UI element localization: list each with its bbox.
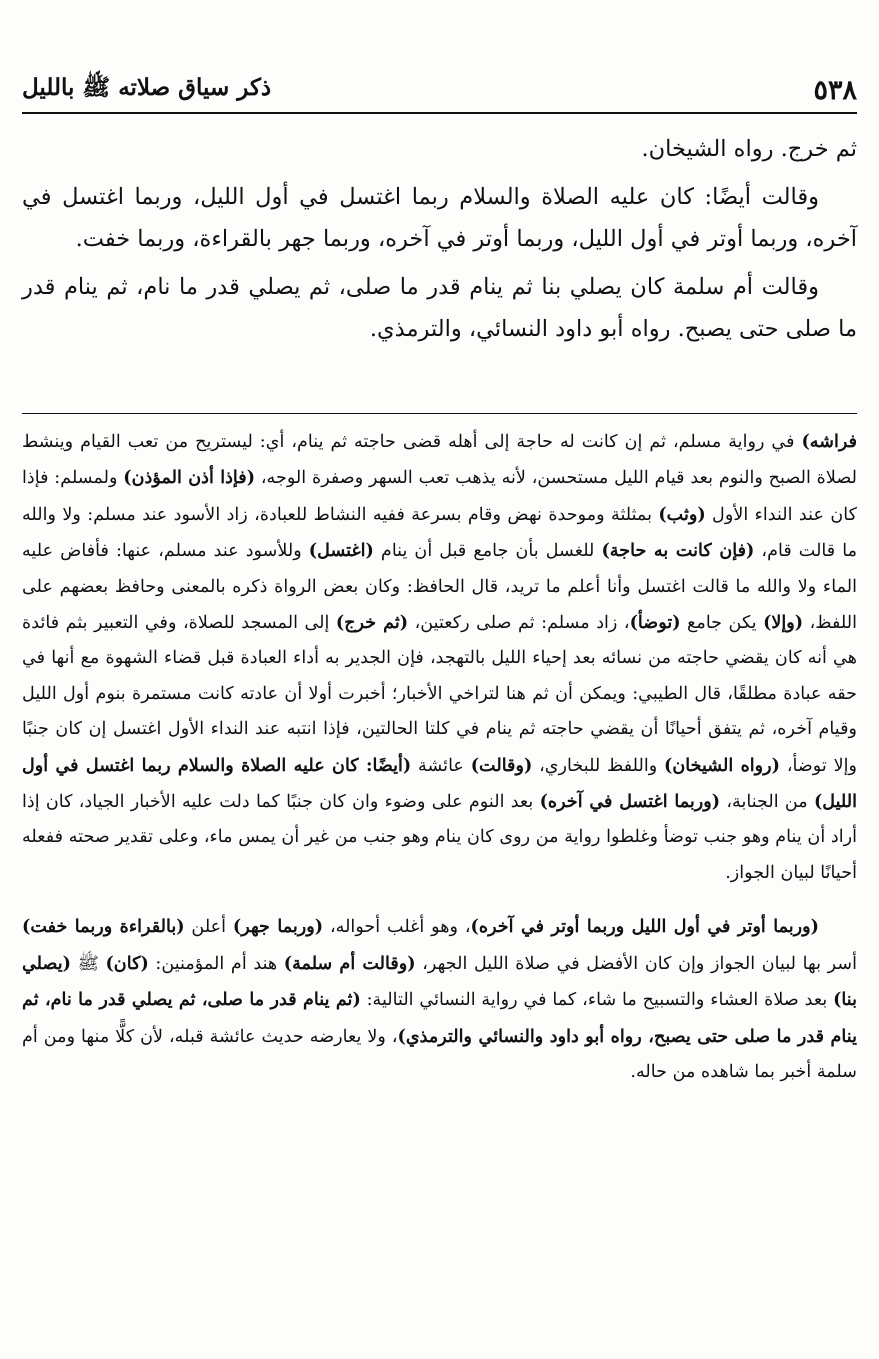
commentary-text: هند أم المؤمنين:	[148, 953, 284, 974]
quoted-matn: (توضأ)	[629, 612, 681, 634]
quoted-matn: (وثب)	[658, 503, 706, 525]
commentary-text: من الجنابة،	[720, 792, 814, 813]
hadith-text	[22, 128, 857, 356]
quoted-matn: فراشه)	[801, 431, 857, 452]
commentary-text: وللأسود عند مسلم، عنها: فأفاض عليه الماء ولا والله ما قالت اغتسل وأنا أعلم ما تريد، قال الحافظ: وكان بعض الرواة ذكره بالمعنى وحافظ بعضهم على اللفظ،	[22, 541, 857, 634]
quoted-matn: (وإلا)	[763, 612, 804, 634]
quoted-matn: (وربما اغتسل في آخره)	[539, 791, 721, 813]
commentary	[22, 424, 857, 1108]
commentary-text: أسر بها لبيان الجواز وإن كان الأفضل في صلاة الليل الجهر،	[415, 953, 857, 974]
commentary-text: أعلن	[184, 917, 233, 938]
commentary-text: واللفظ للبخاري،	[532, 755, 665, 776]
commentary-text: ولمسلم: فإذا كان عند النداء الأول	[22, 468, 857, 525]
commentary-text: بعد صلاة العشاء والتسبيح ما شاء، كما في رواية النسائي التالية:	[360, 990, 834, 1011]
quoted-matn: (كان)	[105, 952, 149, 974]
commentary-text: للغسل بأن جامع قبل أن ينام	[373, 541, 602, 562]
hadith-paragraph: وقالت أم سلمة كان يصلي بنا ثم ينام قدر ما صلى، ثم يصلي قدر ما نام، ثم ينام قدر ما صلى حتى يصبح. رواه أبو داود النسائي، والترمذي.	[22, 274, 857, 342]
page-header	[22, 70, 857, 110]
commentary-text: عائشة	[411, 755, 471, 776]
commentary-text: في رواية مسلم، ثم إن كانت له حاجة إلى أهله قضى حاجته ثم ينام، أي: ليستريح من تعب القيام وينشط لصلاة الصبح والنوم بعد قيام الليل مستحسن، لأنه يذهب تعب السهر وصفرة الوجه،	[22, 432, 857, 489]
commentary-divider	[22, 413, 857, 414]
commentary-text: ، وهو أغلب أحواله،	[323, 917, 471, 938]
commentary-text: ﷺ	[70, 953, 106, 974]
quoted-matn: (وقالت)	[470, 754, 533, 776]
quoted-matn: (وقالت أم سلمة)	[283, 952, 416, 974]
commentary-text: إلى المسجد للصلاة، وفي التعبير بثم فائدة هي أنه كان يقضي حاجته من نسائه بعد إحياء الليل بالتهجد، فإن الجدير به أداء العبادة قبل قضاء الشهوة مع أنها في حقه عبادة مطلقًا، قال الطيبي: ويمكن أن ثم هنا لتراخي الأخبار؛ أخبرت أولا أن عادته كانت مستمرة بنوم أول الليل وقيام آخره، ثم يتفق أحيانًا أن يقضي حاجته ثم ينام في كلتا الحالتين، فإذا انتبه عند النداء الأول اغتسل إن كان جنبًا وإلا توضأ،	[22, 613, 857, 776]
quoted-matn: (اغتسل)	[308, 540, 374, 562]
quoted-matn: (بالقراءة وربما خفت)	[22, 916, 185, 938]
quoted-matn: (أيضًا: كان عليه الصلاة والسلام ربما اغتسل في أول الليل)	[22, 754, 857, 813]
commentary-paragraph	[22, 424, 857, 891]
quoted-matn: (ثم ينام قدر ما صلى، ثم يصلي قدر ما نام، ثم ينام قدر ما صلى حتى يصبح، رواه أبو داود والنسائي والترمذي)	[22, 989, 857, 1047]
quoted-matn: (وربما جهر)	[232, 916, 324, 938]
quoted-matn: (فإذا أذن المؤذن)	[123, 467, 256, 489]
quoted-matn: (يصلي بنا)	[22, 952, 857, 1011]
commentary-text: بمثلثة وموحدة نهض وقام بسرعة ففيه النشاط للعبادة، زاد الأسود عند مسلم: ولا والله ما قالت قام،	[22, 504, 858, 562]
running-title: ذكر سياق صلاته ﷺ بالليل	[22, 74, 272, 101]
commentary-text: يكن جامع	[680, 613, 764, 634]
quoted-matn: (رواه الشيخان)	[664, 754, 781, 776]
quoted-matn: (ثم خرج)	[335, 612, 409, 634]
commentary-text: ، زاد مسلم: ثم صلى ركعتين،	[408, 613, 630, 634]
hadith-paragraph: وقالت أيضًا: كان عليه الصلاة والسلام ربما اغتسل في أول الليل، وربما اغتسل في آخره، وربما أوتر في أول الليل، وربما أوتر في آخره، وربما جهر بالقراءة، وربما خفت.	[22, 184, 857, 252]
hadith-paragraph: ثم خرج. رواه الشيخان.	[641, 136, 857, 162]
header-rule	[22, 112, 857, 114]
commentary-paragraph	[22, 909, 857, 1090]
commentary-text: ، ولا يعارضه حديث عائشة قبله، لأن كلًّا منها ومن أم سلمة أخبر بما شاهده من حاله.	[22, 1026, 857, 1082]
page-number: ٥٣٨	[813, 74, 857, 106]
commentary-text: بعد النوم على وضوء وان كان جنبًا كما دلت عليه الأخبار الجياد، كان إذا أراد أن ينام وهو جنب توضأ وغلطوا رواية من روى كان ينام وهو جنب من غير أن يمس ماء، وعلى تقدير صحته ففعله أحيانًا لبيان الجواز.	[22, 792, 857, 883]
quoted-matn: (وربما أوتر في أول الليل وربما أوتر في آخره)	[470, 916, 819, 938]
quoted-matn: (فإن كانت به حاجة)	[601, 540, 755, 562]
